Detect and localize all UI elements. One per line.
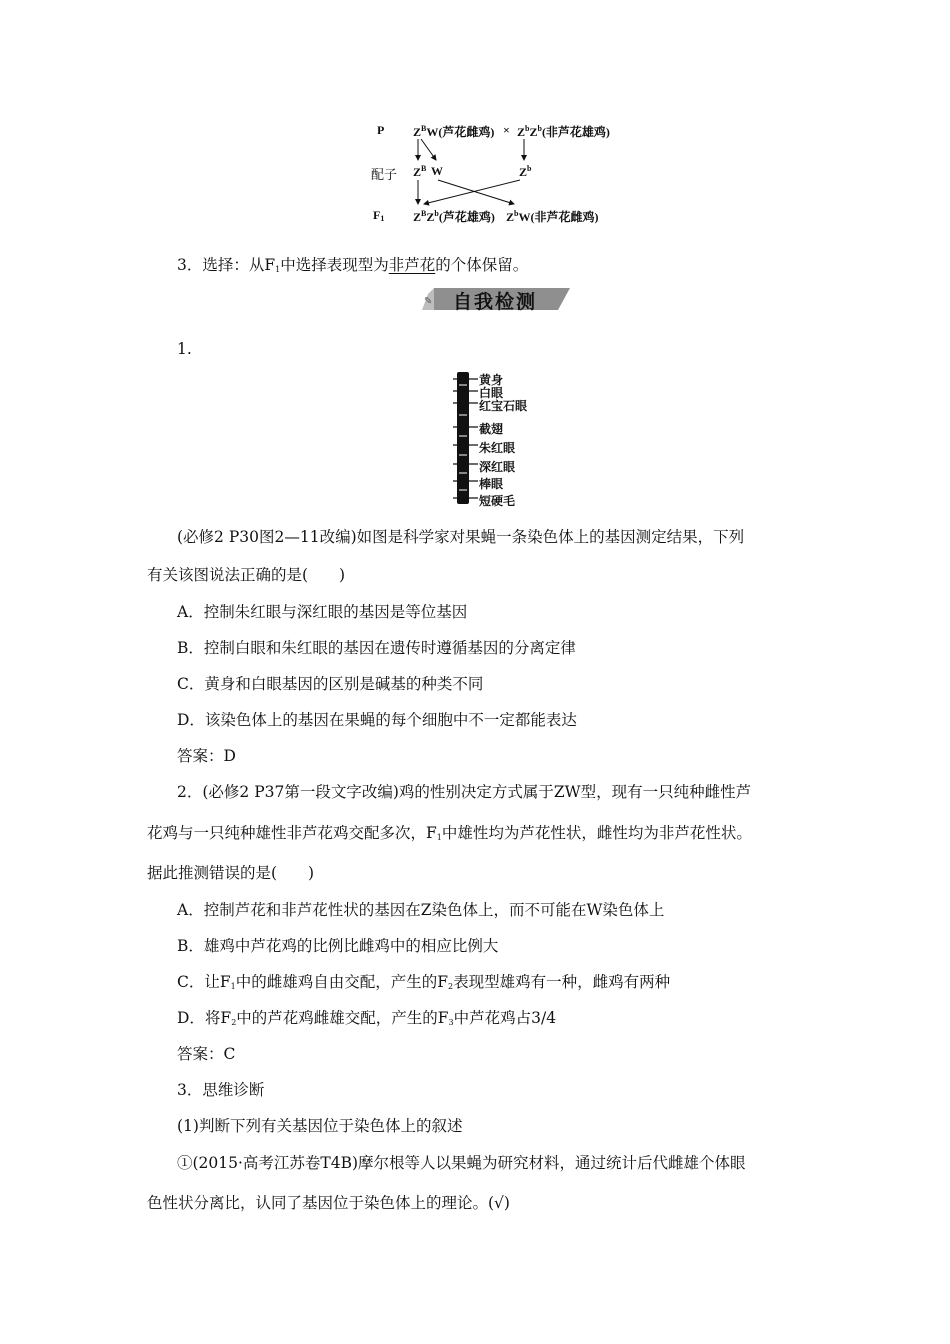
q1-number: 1. (177, 340, 192, 358)
gene-label-short-bristle: 短硬毛 (479, 494, 516, 508)
q1-option-d: D．该染色体上的基因在果蝇的每个细胞中不一定都能表达 (177, 711, 577, 729)
q2-stem-line3: 据此推测错误的是( ) (147, 864, 315, 882)
q1-option-b: B．控制白眼和朱红眼的基因在遗传时遵循基因的分离定律 (177, 639, 576, 657)
chromosome-figure (450, 370, 480, 510)
q3-subquestion-1: (1)判断下列有关基因位于染色体上的叙述 (177, 1117, 463, 1135)
q2-option-c: C．让$F_1$中的雌雄鸡自由交配，产生的$F_2$表现型雄鸡有一种，雌鸡有两种 (177, 973, 671, 991)
q3-item1-line2: 色性状分离比，认同了基因位于染色体上的理论。(√) (147, 1194, 510, 1212)
cross-p-label: P (377, 123, 385, 137)
q1-option-c: C．黄身和白眼基因的区别是碱基的种类不同 (177, 675, 484, 693)
selection-line: 3．选择：从$F_1$中选择表现型为非芦花的个体保留。 (177, 256, 529, 274)
cross-p-male: $Z^bZ^b$(非芦花雄鸡) (517, 124, 610, 139)
gene-label-bar-eye: 棒眼 (479, 477, 504, 491)
q2-stem-line2: 花鸡与一只纯种雄性非芦花鸡交配多次，$F_1$中雄性均为芦花性状，雌性均为非芦花性状。 (147, 824, 752, 842)
cross-times: × (503, 123, 510, 137)
q2-answer: 答案：C (177, 1045, 236, 1063)
cross-gamete-label: 配子 (371, 167, 398, 182)
q3-item1-line1: ①(2015·高考江苏卷T4B)摩尔根等人以果蝇为研究材料，通过统计后代雌雄个体眼 (177, 1154, 746, 1172)
gene-label-carmine-eye: 深红眼 (479, 460, 516, 474)
banner-title: 自我检测 (452, 291, 537, 313)
svg-text:✎: ✎ (424, 296, 433, 307)
cross-f1-label: $F_1$ (373, 208, 385, 223)
gene-label-ruby-eye: 红宝石眼 (479, 399, 528, 413)
cross-arrows (0, 0, 950, 240)
cross-gamete-zb: $Z^B$ (413, 164, 427, 179)
cross-f1-female: $Z^bW$(非芦花雌鸡) (506, 209, 599, 224)
gene-label-white-eye: 白眼 (479, 386, 504, 400)
q1-stem-line1: (必修2 P30图2—11改编)如图是科学家对果蝇一条染色体上的基因测定结果，下列 (177, 528, 745, 546)
q1-option-a: A．控制朱红眼与深红眼的基因是等位基因 (177, 603, 468, 621)
q2-option-d: D．将$F_2$中的芦花鸡雌雄交配，产生的$F_3$中芦花鸡占3/4 (177, 1009, 557, 1027)
q2-option-b: B．雄鸡中芦花鸡的比例比雌鸡中的相应比例大 (177, 937, 499, 955)
cross-p-female: $Z^BW$(芦花雌鸡) (413, 124, 495, 139)
q2-stem-line1: 2．(必修2 P37第一段文字改编)鸡的性别决定方式属于ZW型，现有一只纯种雌性芦 (177, 783, 752, 801)
gene-label-yellow-body: 黄身 (479, 373, 504, 387)
q1-stem-line2: 有关该图说法正确的是( ) (147, 566, 346, 584)
gene-label-vermilion-eye: 朱红眼 (479, 441, 516, 455)
self-check-banner (420, 284, 570, 314)
gene-label-cut-wing: 截翅 (479, 422, 504, 436)
q3-title: 3．思维诊断 (177, 1081, 265, 1099)
q2-option-a: A．控制芦花和非芦花性状的基因在Z染色体上，而不可能在W染色体上 (177, 901, 665, 919)
cross-f1-male: $Z^BZ^b$(芦花雄鸡) (413, 209, 495, 224)
q1-answer: 答案：D (177, 747, 236, 765)
cross-gamete-w: W (431, 164, 443, 178)
cross-gamete-zb-male: $Z^b$ (519, 164, 532, 179)
